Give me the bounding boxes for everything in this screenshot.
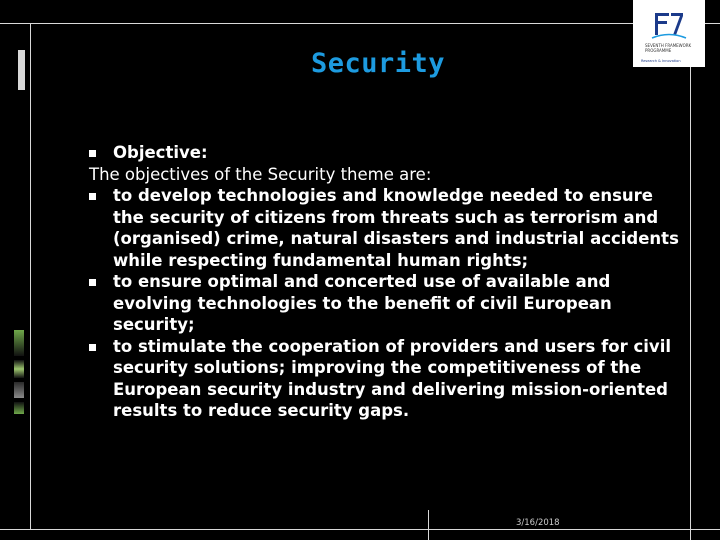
bullet-item-2-text: to ensure optimal and concerted use of available and evolving technologies to the benefit of civil European security; (113, 272, 612, 334)
stripe-4 (14, 402, 24, 414)
objective-heading: Objective: (113, 143, 208, 162)
fp7-logo (633, 0, 705, 67)
logo-line2: PROGRAMME (645, 48, 672, 53)
bullet-item-1-text: to develop technologies and knowledge needed to ensure the security of citizens from threats such as terrorism and (organised) crime, natural disasters and industrial accidents while respecting fundamental human rights; (113, 186, 679, 270)
frame-left-line (30, 23, 31, 530)
stripe-1 (14, 330, 24, 356)
bullet-item-3 (89, 336, 689, 422)
footer-date: 3/16/2018 (516, 518, 560, 528)
stripe-3 (14, 382, 24, 398)
frame-bottom-line (0, 529, 720, 530)
slide-body (89, 142, 689, 422)
frame-top-line (0, 23, 720, 24)
slide-title: Security (310, 48, 446, 79)
bullet-item-3-text: to stimulate the cooperation of providers and users for civil security solutions; improving the competitiveness of the European security industry and delivering mission-oriented results to reduce security gaps. (113, 336, 672, 420)
bullet-item-2 (89, 271, 689, 336)
logo-line3: Research & Innovation (641, 59, 681, 63)
objectives-intro: The objectives of the Security theme are: (89, 164, 432, 184)
frame-footer-divider (428, 510, 429, 540)
logo-line1: SEVENTH FRAMEWORK (645, 43, 692, 48)
square-bullet-icon (89, 193, 96, 200)
square-bullet-icon (89, 150, 96, 157)
bullet-item-1 (89, 185, 689, 271)
frame-right-line (690, 0, 691, 540)
stripe-2 (14, 360, 24, 378)
square-bullet-icon (89, 344, 96, 351)
square-bullet-icon (89, 279, 96, 286)
fp7-logo-mark-icon (649, 7, 689, 43)
bullet-objective (89, 142, 689, 164)
